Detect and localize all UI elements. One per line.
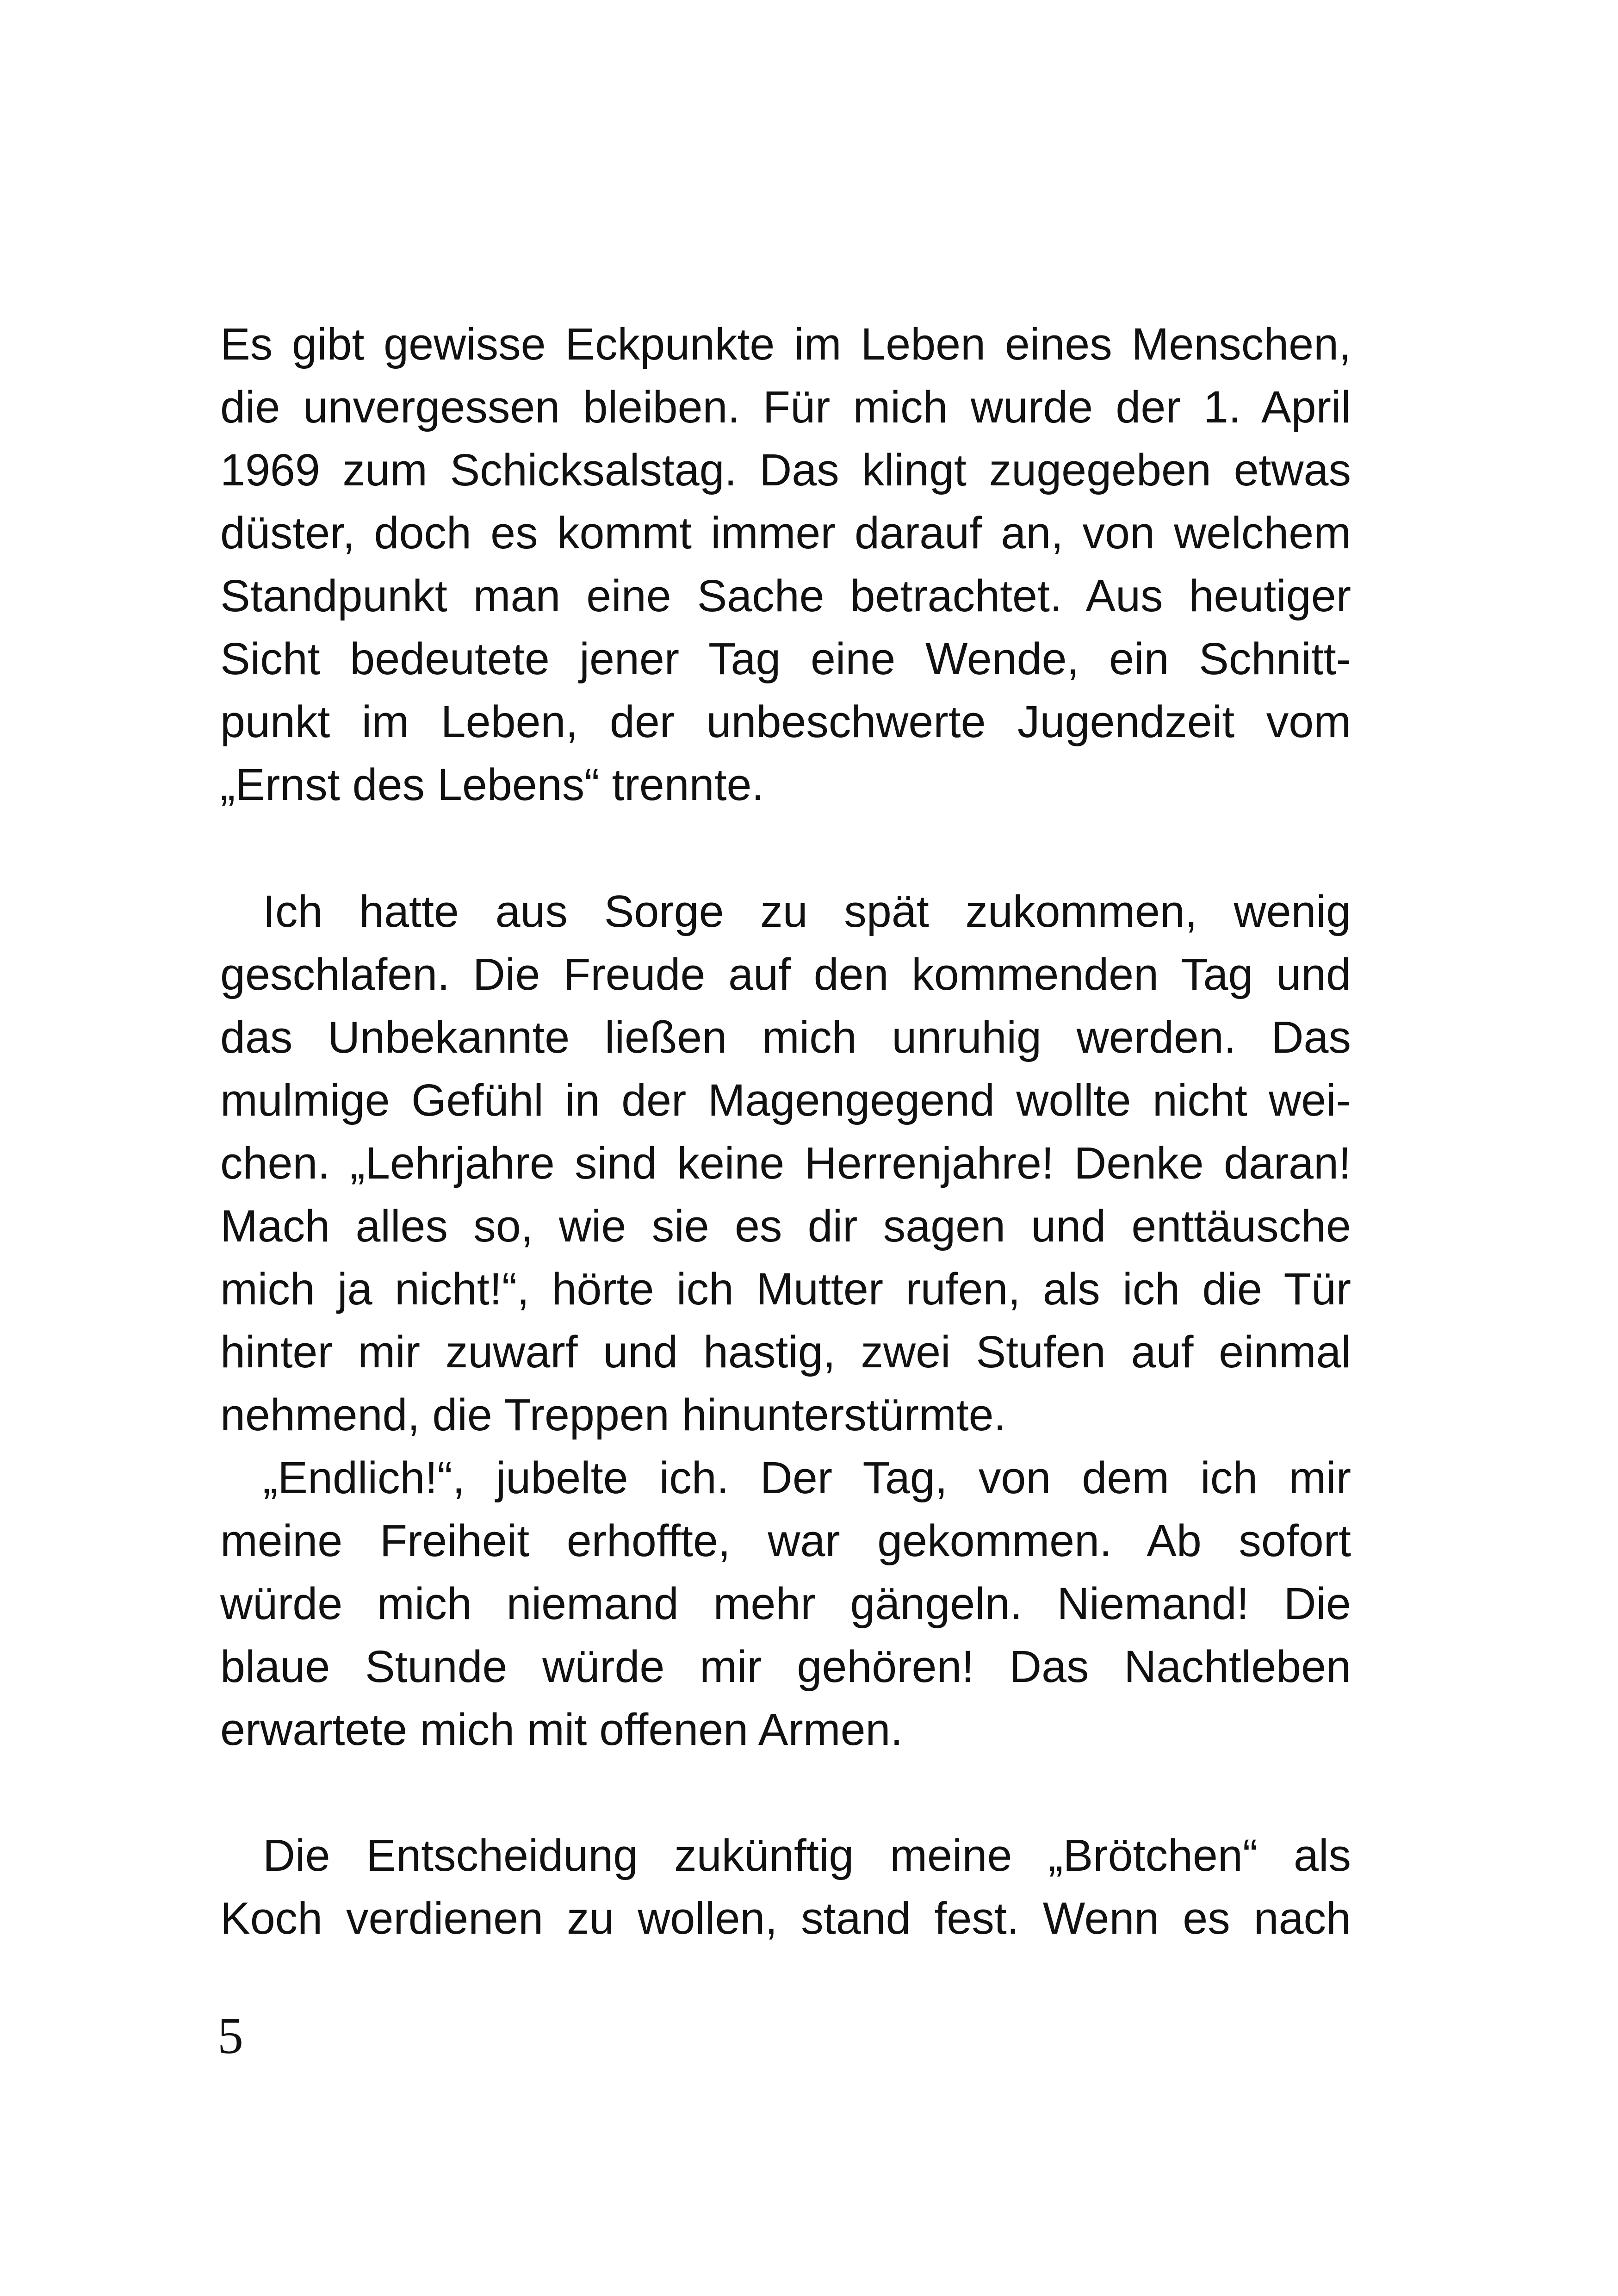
paragraph-3 xyxy=(220,1446,1351,1761)
paragraph-1 xyxy=(220,313,1351,816)
text-line: würde mich niemand mehr gängeln. Niemand! Die xyxy=(220,1578,1351,1629)
text-line: chen. „Lehrjahre sind keine Herrenjahre! Denke daran! xyxy=(220,1138,1351,1188)
text-line: geschlafen. Die Freude auf den kommenden Tag und xyxy=(220,949,1351,999)
text-line: 1969 zum Schicksalstag. Das klingt zugegeben etwas xyxy=(220,445,1351,495)
page-number: 5 xyxy=(217,2007,243,2065)
text-line: nehmend, die Treppen hinunterstürmte. xyxy=(220,1390,1006,1440)
text-line: düster, doch es kommt immer darauf an, von welchem xyxy=(220,508,1351,558)
text-line: blaue Stunde würde mir gehören! Das Nachtleben xyxy=(220,1641,1351,1692)
text-line: Koch verdienen zu wollen, stand fest. Wenn es nach xyxy=(220,1893,1351,1943)
text-line: Die Entscheidung zukünftig meine „Brötchen“ als xyxy=(263,1830,1351,1880)
text-line: die unvergessen bleiben. Für mich wurde der 1. April xyxy=(220,382,1351,432)
text-line: erwartete mich mit offenen Armen. xyxy=(220,1704,903,1755)
text-line: hinter mir zuwarf und hastig, zwei Stufen auf einmal xyxy=(220,1327,1351,1377)
text-line: meine Freiheit erhoffte, war gekommen. Ab sofort xyxy=(220,1515,1351,1566)
text-line: mulmige Gefühl in der Magengegend wollte nicht wei- xyxy=(220,1075,1351,1125)
text-line: Standpunkt man eine Sache betrachtet. Aus heutiger xyxy=(220,571,1351,621)
text-line: Mach alles so, wie sie es dir sagen und enttäusche xyxy=(220,1201,1351,1251)
text-line: „Endlich!“, jubelte ich. Der Tag, von dem ich mir xyxy=(263,1452,1351,1503)
paragraph-4 xyxy=(220,1824,1351,1950)
text-line: Sicht bedeutete jener Tag eine Wende, ein Schnitt- xyxy=(220,633,1351,684)
text-line: Es gibt gewisse Eckpunkte im Leben eines Menschen, xyxy=(220,319,1351,369)
text-line: „Ernst des Lebens“ trennte. xyxy=(220,759,764,810)
paragraph-2 xyxy=(220,880,1351,1446)
text-line: das Unbekannte ließen mich unruhig werden. Das xyxy=(220,1012,1351,1062)
text-line: punkt im Leben, der unbeschwerte Jugendzeit vom xyxy=(220,696,1351,747)
text-line: Ich hatte aus Sorge zu spät zukommen, wenig xyxy=(263,886,1351,937)
text-line: mich ja nicht!“, hörte ich Mutter rufen, als ich die Tür xyxy=(220,1264,1351,1314)
